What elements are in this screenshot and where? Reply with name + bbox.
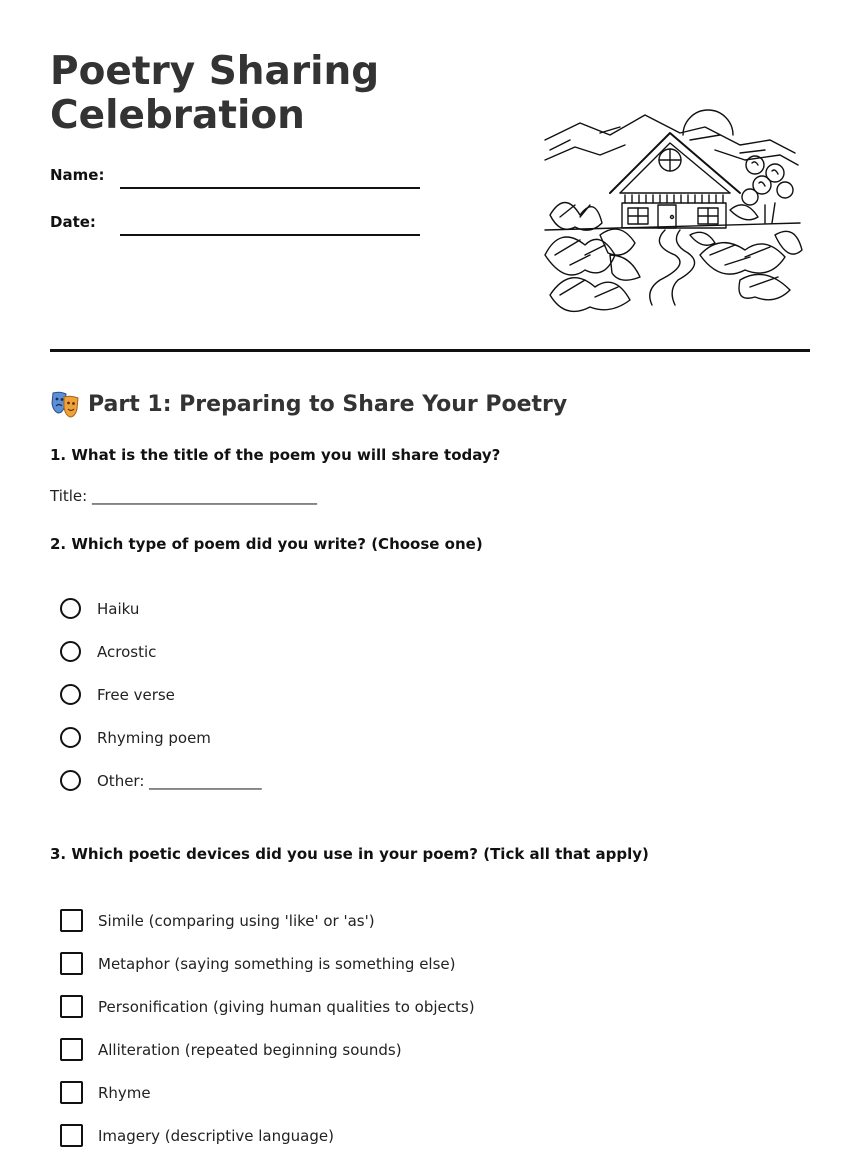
option-label: Free verse xyxy=(97,685,175,704)
radio-button[interactable] xyxy=(60,641,81,662)
checkbox[interactable] xyxy=(60,1124,83,1147)
option-label: Imagery (descriptive language) xyxy=(98,1126,334,1145)
option-label: Alliteration (repeated beginning sounds) xyxy=(98,1040,402,1059)
radio-button[interactable] xyxy=(60,770,81,791)
question-1: 1. What is the title of the poem you will share today? xyxy=(50,446,501,464)
date-label: Date: xyxy=(50,213,96,231)
checkbox[interactable] xyxy=(60,1038,83,1061)
option-label: Personification (giving human qualities to objects) xyxy=(98,997,475,1016)
page-title: Poetry Sharing Celebration xyxy=(50,49,380,138)
device-option[interactable] xyxy=(60,1038,402,1061)
device-option[interactable] xyxy=(60,952,456,975)
question-3: 3. Which poetic devices did you use in your poem? (Tick all that apply) xyxy=(50,845,649,863)
option-label: Haiku xyxy=(97,599,140,618)
device-option[interactable] xyxy=(60,1124,334,1147)
option-label: Simile (comparing using 'like' or 'as') xyxy=(98,911,375,930)
option-label: Other: _______________ xyxy=(97,771,262,790)
checkbox[interactable] xyxy=(60,995,83,1018)
date-field-line[interactable] xyxy=(120,234,420,236)
option-label: Rhyme xyxy=(98,1083,151,1102)
poem-type-option[interactable] xyxy=(60,727,211,748)
theater-masks-icon xyxy=(50,389,80,419)
device-option[interactable] xyxy=(60,909,375,932)
option-label: Metaphor (saying something is something else) xyxy=(98,954,456,973)
poem-type-option[interactable] xyxy=(60,770,262,791)
option-label: Acrostic xyxy=(97,642,157,661)
device-option[interactable] xyxy=(60,1081,151,1104)
poem-type-option[interactable] xyxy=(60,598,139,619)
option-label: Rhyming poem xyxy=(97,728,211,747)
radio-button[interactable] xyxy=(60,598,81,619)
radio-button[interactable] xyxy=(60,727,81,748)
title-answer-field[interactable]: Title: ______________________________ xyxy=(50,487,317,505)
checkbox[interactable] xyxy=(60,952,83,975)
part1-heading xyxy=(50,389,567,419)
radio-button[interactable] xyxy=(60,684,81,705)
name-field-line[interactable] xyxy=(120,187,420,189)
part1-heading-text: Part 1: Preparing to Share Your Poetry xyxy=(88,391,568,417)
device-option[interactable] xyxy=(60,995,475,1018)
poem-type-option[interactable] xyxy=(60,641,156,662)
checkbox[interactable] xyxy=(60,1081,83,1104)
house-garden-illustration xyxy=(540,105,805,325)
poem-type-option[interactable] xyxy=(60,684,175,705)
question-2: 2. Which type of poem did you write? (Choose one) xyxy=(50,535,483,553)
section-divider xyxy=(50,349,810,352)
checkbox[interactable] xyxy=(60,909,83,932)
name-label: Name: xyxy=(50,166,105,184)
